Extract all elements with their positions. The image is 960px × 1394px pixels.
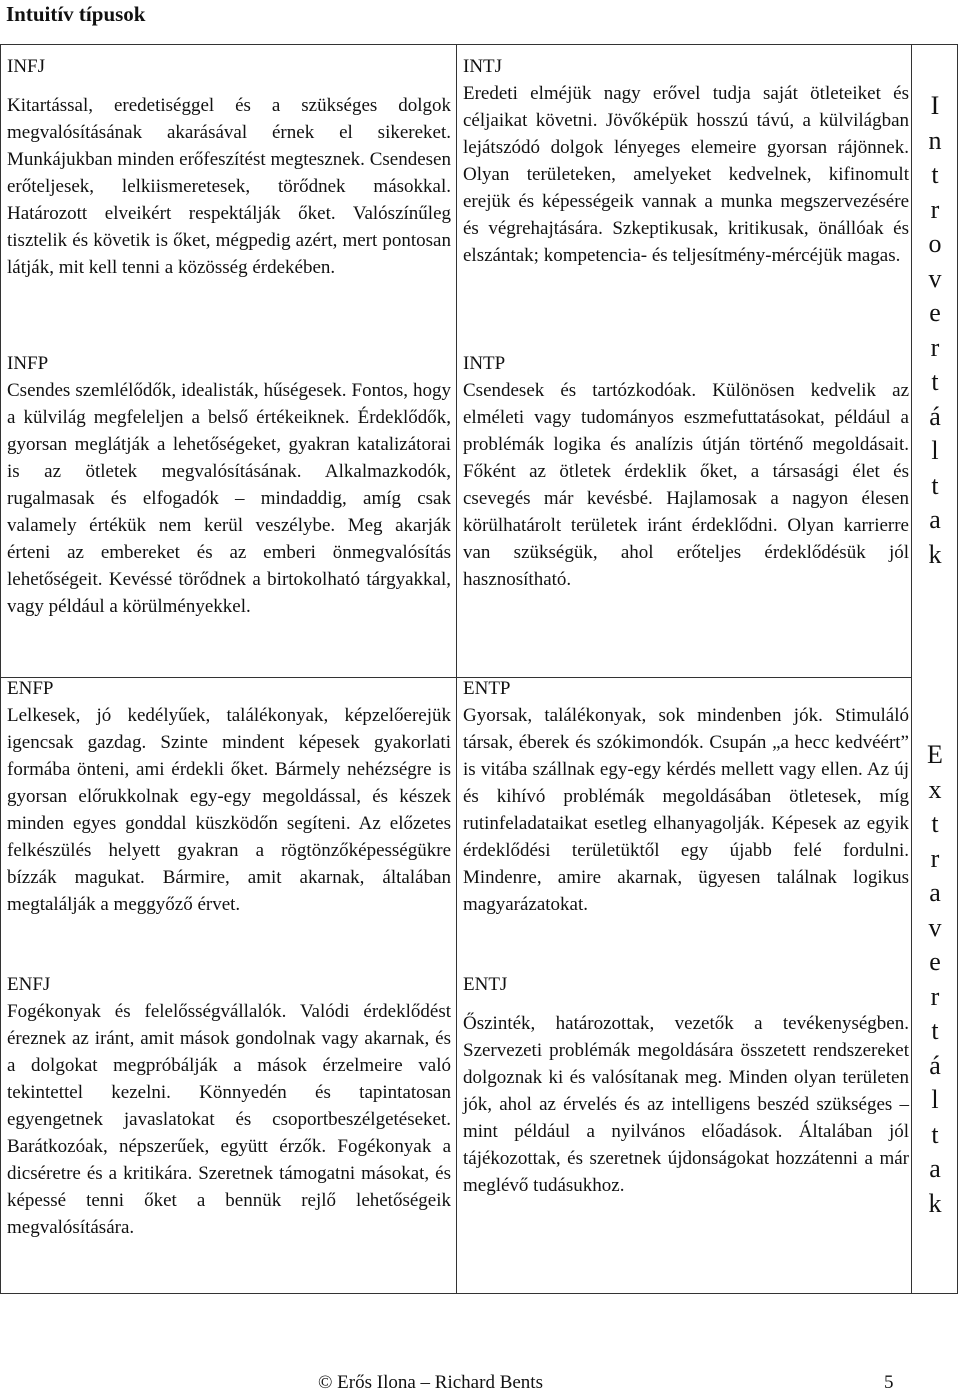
side-letter: I — [930, 91, 940, 120]
side-letter: l — [931, 436, 939, 465]
side-letter: r — [930, 332, 940, 362]
type-heading: INTJ — [463, 56, 503, 77]
type-description: Őszinték, határozottak, vezetők a tevékenységben. Szervezeti problémák megoldására összetett rendszereket dolgoznak ki és valósítanak meg. Minden olyan területen jók, ahol az érvelés és az intelligens beszéd szükséges – mint például a nyilvános előadások. Általában jól tájékozottak, és szeretnek újdonságokat hozzátenni a már meglévő tudásukhoz. — [463, 1013, 909, 1196]
entp-cell — [463, 675, 909, 918]
type-heading: ENFP — [7, 678, 54, 699]
page-number: 5 — [884, 1372, 894, 1393]
side-letter: t — [931, 470, 939, 500]
infj-cell — [7, 53, 451, 281]
side-letter: t — [931, 1119, 939, 1149]
intj-cell — [463, 53, 909, 269]
side-letter: a — [929, 505, 941, 534]
side-letter: o — [928, 229, 942, 258]
type-heading: ENTP — [463, 678, 511, 699]
column-divider — [911, 45, 912, 1293]
side-letter: t — [931, 809, 939, 838]
type-heading: ENFJ — [7, 974, 51, 995]
enfj-cell — [7, 971, 451, 1241]
side-letter: a — [929, 878, 941, 907]
side-letter: t — [931, 367, 939, 396]
type-description: Fogékonyak és felelősségvállalók. Valódi érdeklődést éreznek az iránt, amit mások gondolnak vagy akarnak, és a dolgokat megpróbálják a mások érzelmeire való tekintettel kezelni. Könnyedén és tapintatosan egyengetnek javaslatokat és csoportbeszélgetéseket. Barátkozóak, népszerűek, együtt érzők. Fogékonyak a dicséretre és a kritikára. Szeretnek támogatni másokat, és képessé tenni őket a bennük rejlő lehetőségeik megvalósítására. — [7, 1001, 451, 1238]
side-letter: r — [930, 194, 940, 224]
side-letter: r — [930, 981, 940, 1011]
infp-cell — [7, 350, 451, 620]
side-letter: v — [928, 912, 942, 942]
type-heading: ENTJ — [463, 974, 508, 995]
type-heading: INFJ — [7, 56, 46, 77]
enfp-cell — [7, 675, 451, 918]
page-title: Intuitív típusok — [6, 2, 146, 26]
type-heading: INTP — [463, 353, 506, 374]
side-letter: n — [928, 125, 942, 155]
type-description: Csendes szemlélődők, idealisták, hűségesek. Fontos, hogy a külvilág megfeleljen a belső értékeiknek. Érdeklődők, gyorsan meglátják a lehetőségeket, gyakran katalizátorai is az ötletek megvalósításának. Alkalmazkodók, rugalmasak és elfogadók – mindaddig, amíg csak valamely értékük nem kerül veszélybe. Meg akarják érteni az embereket és az emberi önmegvalósítás lehetőségeit. Kevéssé törődnek a birtokolható tárgyakkal, vagy például a körülményekkel. — [7, 380, 451, 617]
type-table — [0, 44, 958, 1294]
side-letter: á — [929, 1050, 941, 1080]
side-letter: k — [928, 1188, 942, 1218]
side-letter: v — [928, 263, 942, 293]
side-letter: l — [931, 1085, 939, 1114]
side-letter: t — [931, 160, 939, 189]
side-letter: á — [929, 401, 941, 431]
type-description: Kitartással, eredetiséggel és a szükséges dolgok megvalósításának akarásával érnek el sikereket. Munkájukban minden erőfeszítést megtesznek. Csendesen erőteljesek, lelkiismeretesek, törődnek másokkal. Határozott elveikért respektálják őket. Valószínűleg tisztelik és követik is őket, mégpedig azért, mert pontosan látják, mit kell tenni a közösség érdekében. — [7, 95, 451, 278]
introvertalt-side-label — [913, 89, 957, 572]
side-letter: E — [927, 740, 943, 769]
side-letter: k — [928, 539, 942, 569]
type-description: Gyorsak, találékonyak, sok mindenben jók. Stimuláló társak, éberek és szókimondók. Csupán „a hecc kedvéért” is vitába szállnak egy-egy kérdés mellett vagy ellen. Az új és kihívó problémák megoldásában ötletesek, míg rutinfeladataikat esetleg elhanyagolják. Képesek az egyik érdeklődési területüktől egy újabb felé fordulni. Mindenre, amire akarnak, ügyesen találnak logikus magyarázatokat. — [463, 705, 909, 915]
side-letter: e — [929, 298, 941, 327]
type-heading: INFP — [7, 353, 49, 374]
side-letter: a — [929, 1154, 941, 1183]
column-divider — [456, 45, 457, 1293]
side-letter: x — [928, 774, 942, 804]
intp-cell — [463, 350, 909, 593]
type-description: Eredeti elméjük nagy erővel tudja saját ötleteiket és céljaikat követni. Jövőképük hosszú távú, a külvilágban lejátszódó dolgok lényeges elemeire gyorsan rájönnek. Olyan területeken, amelyeket kedvelnek, kifinomult erejük és képességeik vannak a munka megszervezésére és végrehajtására. Szkeptikusak, kritikusak, önállóak és elszántak; kompetencia- és teljesítmény-mércéjük magas. — [463, 83, 909, 266]
entj-cell — [463, 971, 909, 1199]
side-letter: r — [930, 843, 940, 873]
extravertalt-side-label — [913, 738, 957, 1221]
copyright-credit: © Erős Ilona – Richard Bents — [318, 1372, 543, 1393]
side-letter: t — [931, 1016, 939, 1045]
side-letter: e — [929, 947, 941, 976]
type-description: Lelkesek, jó kedélyűek, találékonyak, képzelőerejük igencsak gazdag. Szinte mindent képesek gyakorlati formába önteni, ami érdekli őket. Bármely nehézségre is gyorsan előrukkolnak egy-egy megoldással, és készek minden egyes gonddal küszködőn segíteni. Az előzetes felkészülés helyett gyakran a rögtönzőképességükre bízzák magukat. Bármire, amit akarnak, általában megtalálják a meggyőző érvet. — [7, 705, 451, 915]
type-description: Csendesek és tartózkodóak. Különösen kedvelik az elméleti vagy tudományos eszmefuttatásokat, például a problémák logika és analízis útján történő megoldásait. Főként az ötletek érdeklik őket, a társasági élet és csevegés már kevésbé. Hajlamosak a nagyon élesen körülhatárolt területek iránt érdeklődni. Olyan karrierre van szükségük, ahol erőteljes érdeklődésük jól hasznosítható. — [463, 380, 909, 590]
